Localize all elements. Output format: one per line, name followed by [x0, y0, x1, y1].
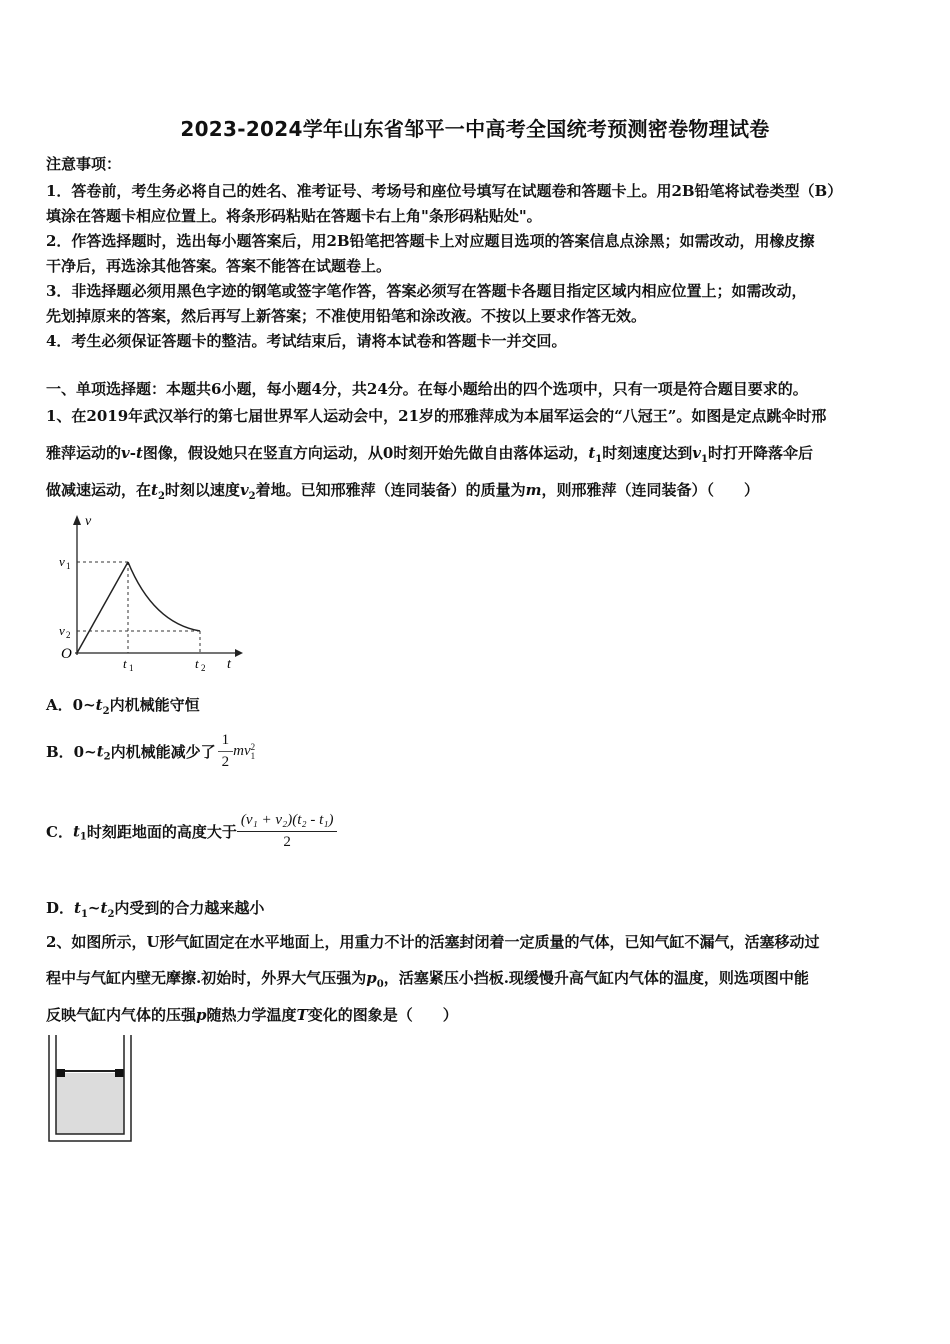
page-title: 2023-2024学年山东省邹平一中高考全国统考预测密卷物理试卷	[180, 117, 770, 141]
q1-option-d: D．$t_1\sim t_2$内受到的合力越来越小	[46, 899, 265, 920]
label-v1-sub: 1	[66, 561, 71, 571]
label-t1: t	[123, 656, 127, 671]
q2-stem-line2: 程中与气缸内壁无摩擦.初始时，外界大气压强为$p_0$，活塞紧压小挡板.现缓慢升高气缸内气体的温度，则选项图中能	[46, 969, 809, 990]
origin-label: O	[61, 646, 72, 662]
notice-line: 干净后，再选涂其他答案。答案不能答在试题卷上。	[46, 257, 392, 275]
fraction-height: $\frac{\text{(v₁ + v₂)(t₂ - t₁)}}{2}$	[237, 812, 338, 851]
stop-left	[56, 1069, 65, 1077]
q1-option-b: B．$0\sim t_2$内机械能减少了 $\frac{1}{2}$ mv 2 1	[46, 732, 256, 770]
notice-line: 填涂在答题卡相应位置上。将条形码粘贴在答题卡右上角"条形码粘贴处"。	[46, 207, 542, 225]
q1-option-c: C．$t_1$时刻距地面的高度大于 $\frac{\text{(v₁ + v₂)(t₂ - t₁)}}{2}$	[46, 812, 337, 851]
gas-region	[56, 1073, 124, 1134]
axis-label-t: t	[227, 657, 231, 672]
q1-stem-line3: 做减速运动，在$t_2$时刻以速度$v_2$着地。已知邢雅萍（连同装备）的质量为m，则邢雅萍（连同装备）（ ）	[46, 481, 760, 502]
q2-stem-line1: 2、如图所示，U形气缸固定在水平地面上，用重力不计的活塞封闭着一定质量的气体，已知气缸不漏气，活塞移动过	[46, 933, 820, 951]
label-t2: t	[195, 656, 199, 671]
notice-line: 1．答卷前，考生务必将自己的姓名、准考证号、考场号和座位号填写在试题卷和答题卡上。用2B铅笔将试卷类型（B）	[46, 182, 843, 200]
stop-right	[115, 1069, 124, 1077]
u-cylinder-diagram	[44, 1033, 136, 1145]
q2-stem-line3: 反映气缸内气体的压强p随热力学温度T变化的图象是（ ）	[46, 1006, 458, 1024]
notice-heading: 注意事项：	[46, 155, 122, 173]
label-v2: v	[59, 623, 65, 638]
notice-line: 先划掉原来的答案，然后再写上新答案；不准使用铅笔和涂改液。不按以上要求作答无效。	[46, 307, 647, 325]
section-heading: 一、单项选择题：本题共6小题，每小题4分，共24分。在每小题给出的四个选项中，只有一项是符合题目要求的。	[46, 380, 808, 398]
axis-label-v: v	[85, 514, 92, 529]
notice-line: 4．考生必须保证答题卡的整洁。考试结束后，请将本试卷和答题卡一并交回。	[46, 332, 567, 350]
q1-stem-line1: 1、在2019年武汉举行的第七届世界军人运动会中，21岁的邢雅萍成为本届军运会的“八冠王”。如图是定点跳伞时邢	[46, 407, 827, 425]
vt-graph	[55, 505, 245, 675]
deceleration-curve	[128, 562, 200, 631]
v-axis-arrow	[73, 515, 81, 525]
notice-line: 3．非选择题必须用黑色字迹的钢笔或签字笔作答，答案必须写在答题卡各题目指定区域内相应位置上；如需改动，	[46, 282, 807, 300]
fraction-half: $\frac{1}{2}$	[218, 732, 234, 771]
notice-line: 2．作答选择题时，选出每小题答案后，用2B铅笔把答题卡上对应题目选项的答案信息点涂黑；如需改动，用橡皮擦	[46, 232, 815, 250]
label-t2-sub: 2	[201, 663, 206, 673]
label-v1: v	[59, 554, 65, 569]
t-axis-arrow	[235, 649, 243, 657]
label-t1-sub: 1	[129, 663, 134, 673]
free-fall-segment	[77, 562, 128, 653]
label-v2-sub: 2	[66, 630, 71, 640]
q1-option-a: A．$0\sim t_2$内机械能守恒	[46, 696, 200, 717]
q1-stem-line2: 雅萍运动的v-t图像，假设她只在竖直方向运动，从0时刻开始先做自由落体运动，$t_1$时刻速度达到$v_1$时打开降落伞后	[46, 444, 813, 465]
